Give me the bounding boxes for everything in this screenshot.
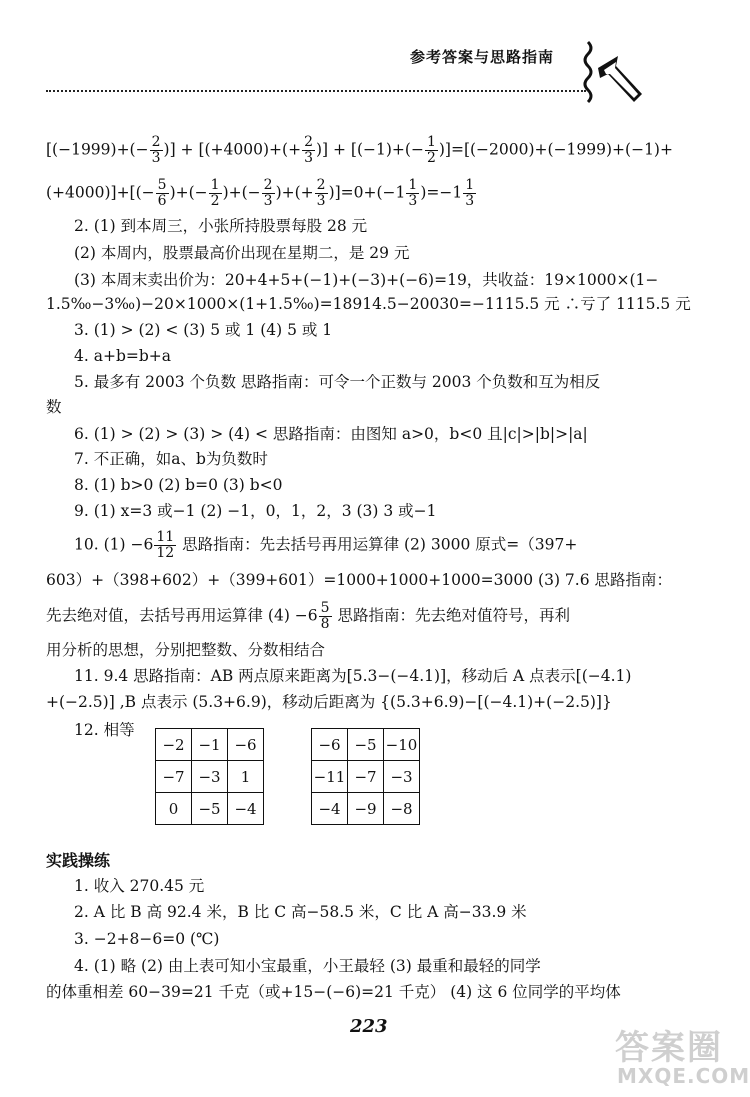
magic-square-left [155, 728, 264, 825]
grid-cell: −6 [228, 729, 264, 761]
answer-5: 5. 最多有 2003 个负数 思路指南：可令一个正数与 2003 个负数和互为相反 [74, 373, 601, 391]
answer-10-cont-3: 用分析的思想，分别把整数、分数相结合 [46, 641, 326, 659]
grid-cell: −1 [192, 729, 228, 761]
practice-4-cont: 的体重相差 60−39=21 千克（或+15−(−6)=21 千克） (4) 这 6 位同学的平均体 [46, 983, 621, 1001]
answer-6: 6. (1) > (2) > (3) > (4) < 思路指南：由图知 a>0，b<0 且|c|>|b|>|a| [74, 425, 588, 443]
grid-cell: −7 [156, 761, 192, 793]
grid-cell: −3 [192, 761, 228, 793]
arrow-icon [580, 38, 650, 108]
watermark-url: MXQE.COM [617, 1064, 750, 1088]
answer-2-3: (3) 本周末卖出价为：20+4+5+(−1)+(−3)+(−6)=19，共收益：19×1000×(1− [74, 271, 659, 289]
watermark-logo [615, 1020, 750, 1088]
page-number: 223 [350, 1016, 388, 1037]
grid-cell: −6 [312, 729, 348, 761]
practice-4: 4. (1) 略 (2) 由上表可知小宝最重，小王最轻 (3) 最重和最轻的同学 [74, 957, 541, 975]
magic-square-right [311, 728, 420, 825]
answer-11: 11. 9.4 思路指南：AB 两点原来距离为[5.3−(−4.1)]，移动后 A 点表示[(−4.1) [74, 667, 632, 685]
grid-cell: −5 [192, 793, 228, 825]
header-divider [46, 90, 586, 92]
grid-cell: 0 [156, 793, 192, 825]
answer-10: 10. (1) −6 $\frac{11}{12}$ 思路指南：先去括号再用运算律 (2) 3000 原式=（397+ [74, 529, 578, 561]
equation-line-1: [(−1999)+(− $\frac{2}{3}$ )] + [(+4000)+(+ $\frac{2}{3}$ )] + [(−1)+(− $\frac{1}{2}$ )]=[(−2000)+(−1999)+(−1)+ [46, 134, 673, 166]
grid-cell: −3 [384, 761, 420, 793]
equation-line-2: (+4000)]+[(− $\frac{5}{6}$ )+(− $\frac{1}{2}$ )+(− $\frac{2}{3}$ )+(+ $\frac{2}{3}$ )]=0+(−1 $\frac{1}{3}$ )=−1 $\frac{1}{3}$ [46, 177, 475, 209]
answer-7: 7. 不正确，如a、b为负数时 [74, 450, 268, 468]
answer-12: 12. 相等 [74, 721, 135, 739]
grid-cell: −7 [348, 761, 384, 793]
answer-3: 3. (1) > (2) < (3) 5 或 1 (4) 5 或 1 [74, 321, 333, 339]
answer-9: 9. (1) x=3 或−1 (2) −1，0，1，2，3 (3) 3 或−1 [74, 502, 437, 520]
answer-8: 8. (1) b>0 (2) b=0 (3) b<0 [74, 476, 283, 494]
grid-cell: −2 [156, 729, 192, 761]
answer-4: 4. a+b=b+a [74, 347, 172, 365]
grid-cell: −11 [312, 761, 348, 793]
answer-2-2: (2) 本周内，股票最高价出现在星期二，是 29 元 [74, 244, 410, 262]
grid-cell: −9 [348, 793, 384, 825]
grid-cell: 1 [228, 761, 264, 793]
answer-2-1: 2. (1) 到本周三，小张所持股票每股 28 元 [74, 217, 368, 235]
running-header-title: 参考答案与思路指南 [410, 48, 555, 66]
answer-11-cont: +(−2.5)] ,B 点表示 (5.3+6.9)，移动后距离为 {(5.3+6.9)−[(−4.1)+(−2.5)]} [46, 693, 612, 711]
grid-cell: −5 [348, 729, 384, 761]
section-heading: 实践操练 [46, 851, 111, 870]
practice-3: 3. −2+8−6=0 (℃) [74, 930, 220, 948]
watermark-text: 答案圈 [615, 1028, 723, 1068]
answer-10-cont-2: 先去绝对值，去括号再用运算律 (4) −6 $\frac{5}{8}$ 思路指南：先去绝对值符号，再利 [46, 600, 571, 632]
grid-cell: −4 [312, 793, 348, 825]
grid-cell: −8 [384, 793, 420, 825]
answer-5-cont: 数 [46, 398, 62, 416]
answer-2-3-cont: 1.5‰−3‰)−20×1000×(1+1.5‰)=18914.5−20030=−1115.5 元 ∴亏了 1115.5 元 [46, 295, 691, 313]
answer-10-cont-1: 603）+（398+602）+（399+601）=1000+1000+1000=3000 (3) 7.6 思路指南： [46, 571, 672, 589]
grid-cell: −4 [228, 793, 264, 825]
practice-1: 1. 收入 270.45 元 [74, 877, 205, 895]
grid-cell: −10 [384, 729, 420, 761]
practice-2: 2. A 比 B 高 92.4 米，B 比 C 高−58.5 米，C 比 A 高−33.9 米 [74, 903, 527, 921]
